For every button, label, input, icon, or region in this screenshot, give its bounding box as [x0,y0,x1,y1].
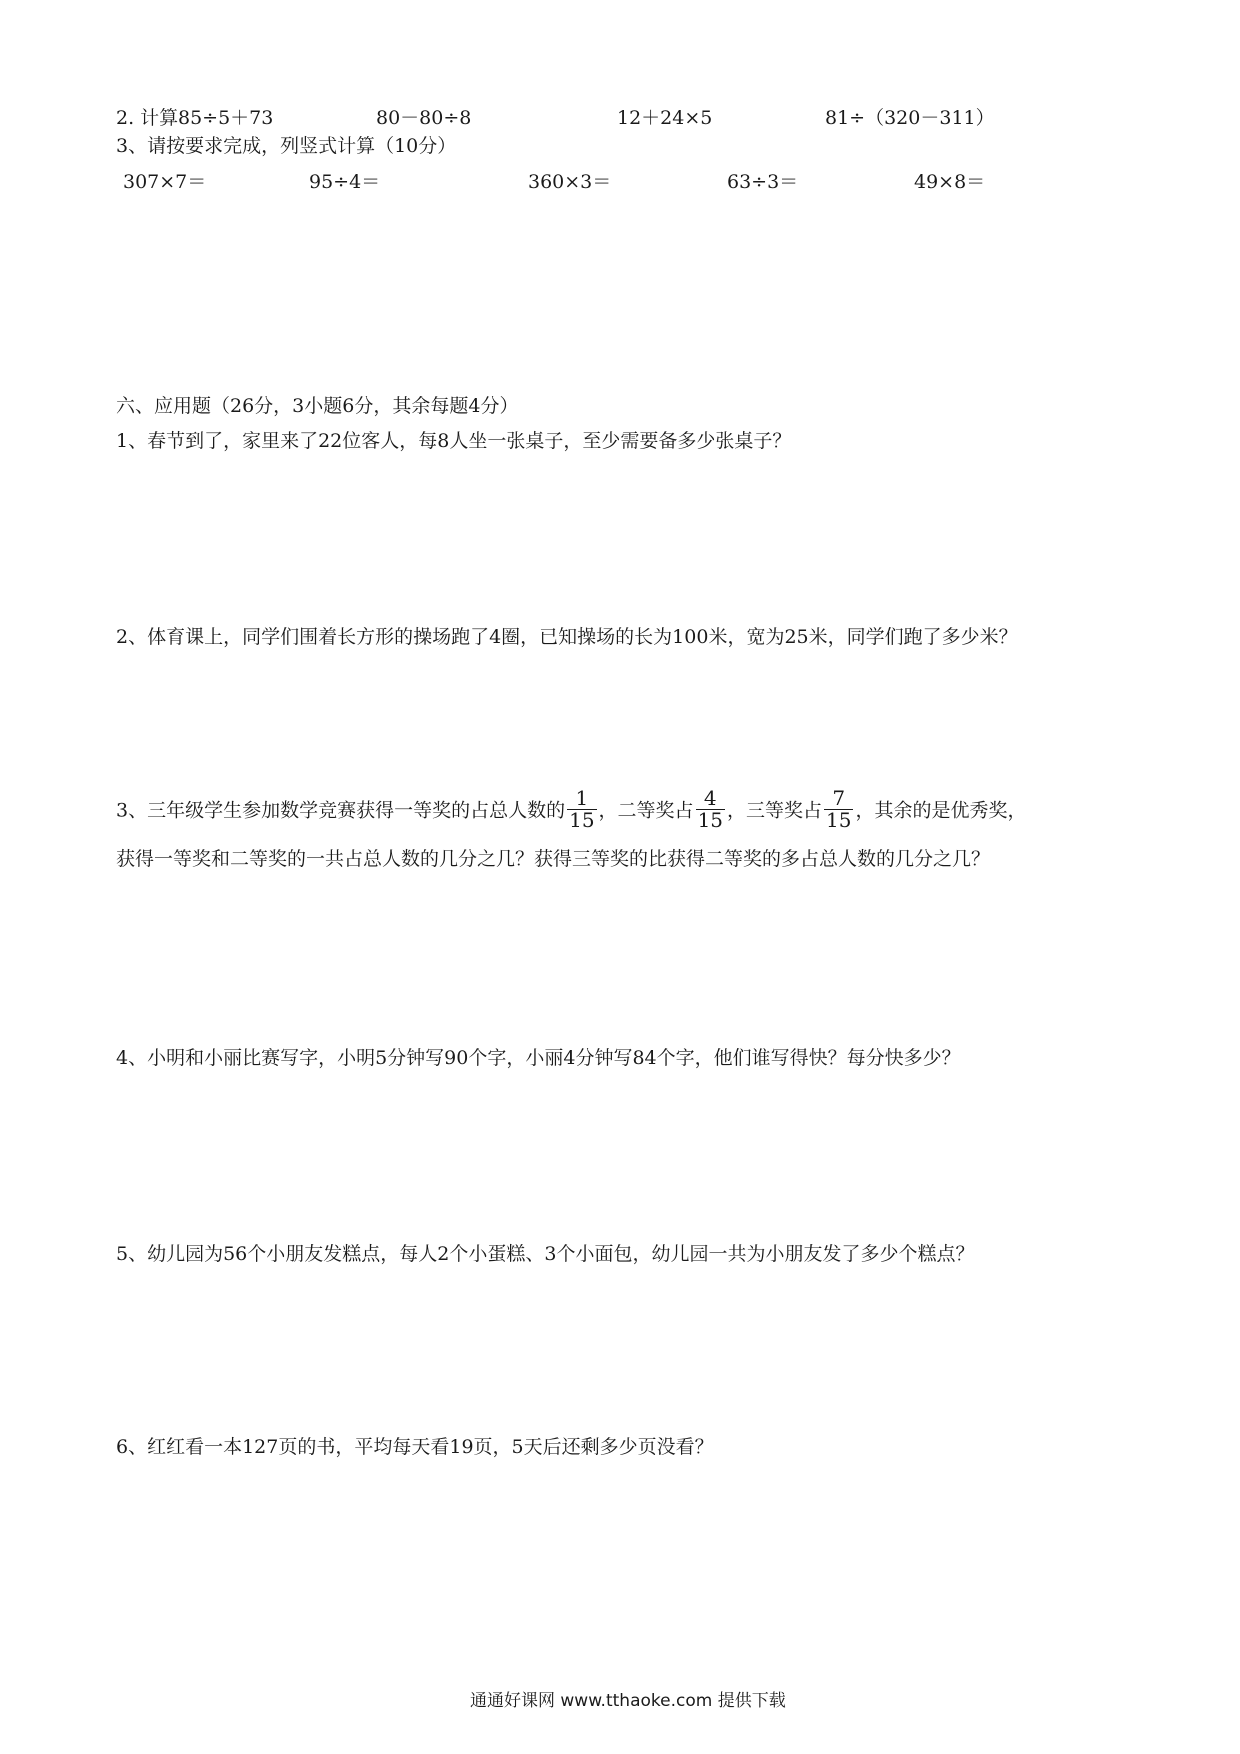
fraction-denominator: 15 [569,808,595,832]
fraction-numerator: 7 [832,786,846,810]
problem-6: 6、红红看一本127页的书，平均每天看19页，5天后还剩多少页没看？ [116,1436,714,1458]
fraction-4-15 [696,788,725,831]
fraction-7-15 [824,788,853,831]
q2-expr-1: 85÷5＋73 [178,107,274,129]
problem-3-part-d: ，其余的是优秀奖， [855,799,1027,822]
q3-expr-2: 95÷4＝ [309,171,381,193]
q3-expr-1: 307×7＝ [123,171,207,193]
q3-expr-5: 49×8＝ [914,171,986,193]
problem-2: 2、体育课上，同学们围着长方形的操场跑了4圈，已知操场的长为100米，宽为25米，同学们跑了多少米？ [116,626,1018,648]
fraction-numerator: 4 [703,786,717,810]
problem-3-part-b: ，二等奖占 [598,799,694,822]
q2-expr-4: 81÷（320－311） [825,107,995,129]
q3-expr-4: 63÷3＝ [727,171,799,193]
q3-expr-3: 360×3＝ [528,171,612,193]
problem-5: 5、幼儿园为56个小朋友发糕点，每人2个小蛋糕、3个小面包，幼儿园一共为小朋友发了多少个糕点？ [116,1243,975,1265]
problem-3-part-c: ，三等奖占 [727,799,823,822]
section-six-title: 六、应用题（26分，3小题6分，其余每题4分） [116,395,519,417]
problem-3-line-2: 获得一等奖和二等奖的一共占总人数的几分之几？获得三等奖的比获得二等奖的多占总人数的几分之几？ [116,848,991,870]
problem-4: 4、小明和小丽比赛写字，小明5分钟写90个字，小丽4分钟写84个字，他们谁写得快？每分快多少？ [116,1047,961,1069]
q2-expr-2: 80－80÷8 [376,107,472,129]
problem-3-part-a: 3、三年级学生参加数学竞赛获得一等奖的占总人数的 [116,799,566,822]
q3-title: 3、请按要求完成，列竖式计算（10分） [116,135,457,157]
problem-3-line-1 [116,786,1027,833]
footer-credit: 通通好课网 www.tthaoke.com 提供下载 [470,1691,786,1711]
problem-1: 1、春节到了，家里来了22位客人，每8人坐一张桌子，至少需要备多少张桌子？ [116,430,792,452]
fraction-denominator: 15 [697,808,724,832]
fraction-numerator: 1 [575,786,589,810]
q2-expr-3: 12＋24×5 [617,107,713,129]
fraction-denominator: 15 [826,808,852,832]
q2-label: 2. 计算 [116,107,179,129]
fraction-1-15 [567,788,596,831]
